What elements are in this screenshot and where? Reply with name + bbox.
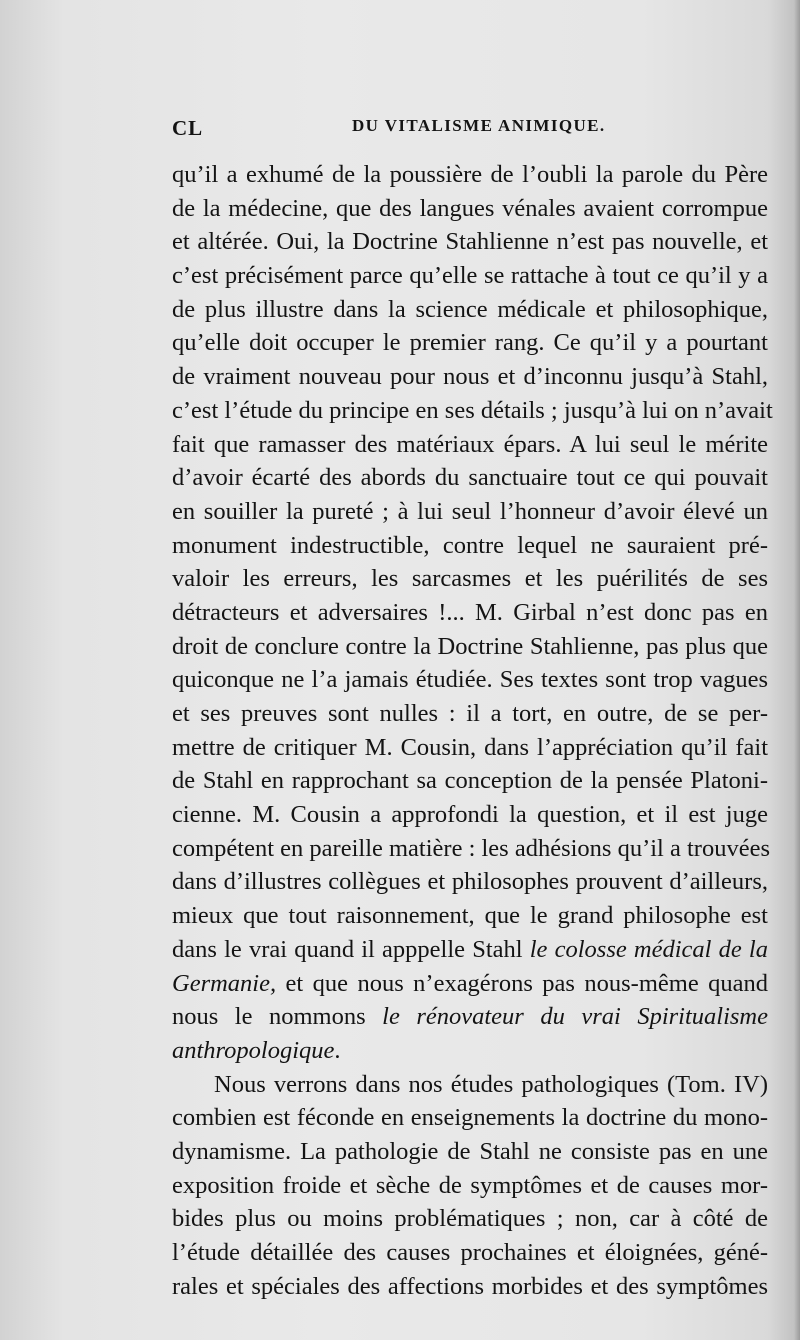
text-segment: de Stahl en rapprochant sa conception de la pensée Platoni- <box>172 767 768 795</box>
text-line: dynamisme. La pathologie de Stahl ne consiste pas en une <box>172 1137 768 1165</box>
text-line <box>172 394 773 428</box>
text-line <box>172 495 768 529</box>
text-line <box>172 192 768 226</box>
text-line <box>172 326 768 360</box>
text-segment: qu’elle doit occuper le premier rang. Ce qu’il y a pourtant <box>172 329 768 357</box>
text-line <box>172 967 768 1001</box>
text-segment: de la médecine, que des langues vénales avaient corrompue <box>172 194 768 222</box>
text-segment: monument indestructible, contre lequel ne sauraient pré- <box>172 531 768 559</box>
text-segment: c’est l’étude du principe en ses détails ; jusqu’à lui on n’avait <box>172 396 773 424</box>
text-segment: compétent en pareille matière : les adhésions qu’il a trouvées <box>172 834 770 862</box>
text-line <box>172 596 768 630</box>
text-line: l’étude détaillée des causes prochaines et éloignées, géné- <box>172 1239 768 1266</box>
text-segment: . <box>334 1036 341 1064</box>
paragraph-1 <box>172 158 773 1068</box>
text-line: bides plus ou moins problématiques ; non, car à côté de <box>172 1205 768 1233</box>
text-segment: fait que ramasser des matériaux épars. A lui seul le mérite <box>172 430 768 458</box>
text-line <box>172 1000 768 1034</box>
text-line <box>172 663 768 697</box>
text-line: combien est féconde en enseignements la doctrine du mono- <box>172 1104 768 1132</box>
text-line <box>172 225 768 259</box>
page-number: CL <box>172 116 204 140</box>
text-line <box>172 461 768 495</box>
text-segment: de plus illustre dans la science médicale et philosophique, <box>172 295 768 323</box>
text-line <box>172 865 768 899</box>
text-segment: mieux que tout raisonnement, que le grand philosophe est <box>172 902 768 930</box>
text-line <box>172 360 768 394</box>
text-line <box>172 731 768 765</box>
italic-text: Germanie, <box>172 969 277 997</box>
italic-text: le colosse médical de la <box>529 935 768 963</box>
text-line <box>172 630 768 664</box>
running-title: DU VITALISME ANIMIQUE. <box>352 116 606 135</box>
text-segment: quiconque ne l’a jamais étudiée. Ses textes sont trop vagues <box>172 666 768 694</box>
text-line <box>172 562 768 596</box>
text-segment: de vraiment nouveau pour nous et d’inconnu jusqu’à Stahl, <box>172 363 768 391</box>
text-line: rales et spéciales des affections morbides et des symptômes <box>172 1272 768 1300</box>
text-line <box>172 529 768 563</box>
text-line <box>172 899 768 933</box>
text-line <box>172 697 768 731</box>
text-line <box>172 293 768 327</box>
text-line <box>172 933 768 967</box>
text-line <box>172 428 768 462</box>
text-segment: mettre de critiquer M. Cousin, dans l’appréciation qu’il fait <box>172 733 768 761</box>
text-segment: nous le nommons <box>172 1003 383 1031</box>
text-line: exposition froide et sèche de symptômes et de causes mor- <box>172 1171 768 1199</box>
text-line <box>172 832 768 866</box>
italic-text: le rénovateur du vrai Spiritualisme <box>382 1003 768 1031</box>
text-segment: droit de conclure contre la Doctrine Stahlienne, pas plus que <box>172 632 768 660</box>
text-line <box>172 1034 768 1068</box>
text-segment: et que nous n’exagérons pas nous-même quand <box>276 969 768 997</box>
running-header <box>172 116 778 146</box>
text-segment: qu’il a exhumé de la poussière de l’oubli la parole du Père <box>172 161 768 188</box>
paragraph-2 <box>172 1068 768 1304</box>
text-segment: dans le vrai quand il apppelle Stahl <box>172 935 530 963</box>
text-segment: cienne. M. Cousin a approfondi la question, et il est juge <box>172 801 768 829</box>
text-segment: c’est précisément parce qu’elle se rattache à tout ce qu’il y a <box>172 262 768 290</box>
italic-text: anthropologique <box>172 1036 335 1064</box>
text-segment: et altérée. Oui, la Doctrine Stahlienne n’est pas nouvelle, et <box>172 228 768 256</box>
text-segment: et ses preuves sont nulles : il a tort, en outre, de se per- <box>172 700 768 727</box>
text-segment: en souiller la pureté ; à lui seul l’honneur d’avoir élevé un <box>172 497 768 525</box>
text-line <box>172 764 768 798</box>
text-segment: dans d’illustres collègues et philosophes prouvent d’ailleurs, <box>172 868 768 896</box>
text-line <box>172 259 768 293</box>
text-line <box>172 158 768 192</box>
text-segment: valoir les erreurs, les sarcasmes et les puérilités de ses <box>172 565 768 593</box>
text-line <box>172 798 768 832</box>
body-text <box>172 158 773 1303</box>
text-line: Nous verrons dans nos études pathologiques (Tom. IV) <box>214 1070 768 1098</box>
text-segment: d’avoir écarté des abords du sanctuaire tout ce qui pouvait <box>172 464 768 492</box>
text-segment: détracteurs et adversaires !... M. Girbal n’est donc pas en <box>172 598 768 626</box>
